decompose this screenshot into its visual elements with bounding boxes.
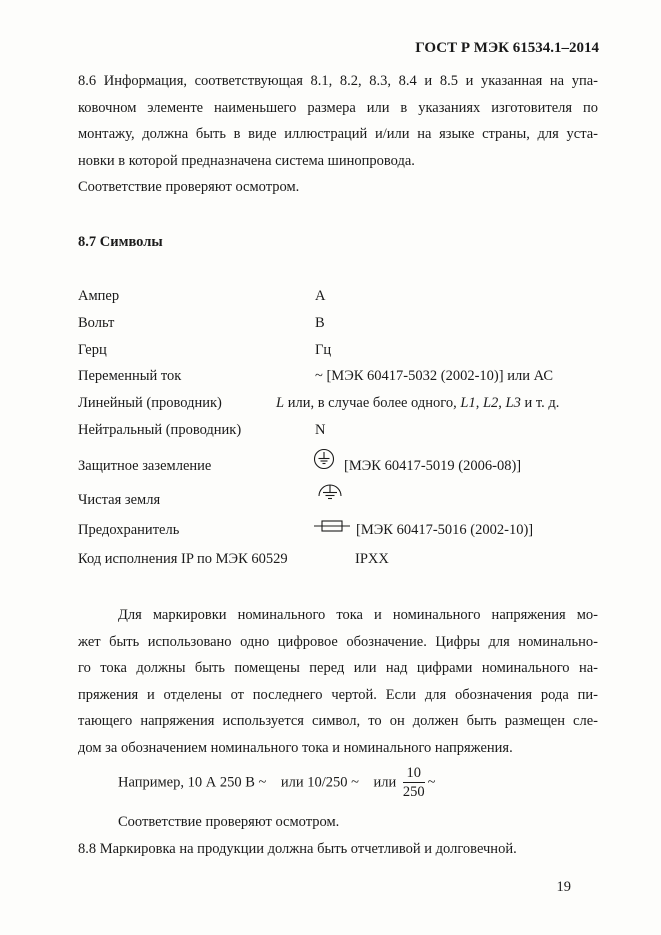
paragraph-line: дом за обозначением номинального тока и номинального напряжения.	[78, 739, 513, 756]
example-suffix: ~	[427, 774, 436, 791]
paragraph-marking	[78, 602, 598, 761]
symbol-name-neutral: Нейтральный (проводник)	[78, 422, 242, 438]
symbol-name-hertz: Герц	[78, 342, 107, 358]
line-symbol-L1: L1	[460, 395, 476, 411]
symbol-value-ampere: А	[315, 288, 326, 304]
line-sep: ,	[498, 395, 506, 411]
paragraph-line: 8.6 Информация, соответствующая 8.1, 8.2, 8.3, 8.4 и 8.5 и указанная на упа-	[78, 73, 598, 89]
line-symbol-L: L	[276, 395, 285, 411]
example-prefix: Например, 10 А 250 В ~ или 10/250 ~ или	[118, 774, 397, 791]
symbol-name-protective-earth: Защитное заземление	[78, 458, 212, 474]
symbol-name-fuse: Предохранитель	[78, 522, 180, 538]
fraction-numerator: 10	[403, 764, 425, 783]
paragraph-line: ковочном элементе наименьшего размера или в указаниях изготовителя по	[78, 99, 598, 116]
symbol-value-neutral: N	[315, 422, 326, 438]
example-line	[118, 764, 435, 801]
paragraph-line: Для маркировки номинального тока и номинального напряжения мо-	[118, 607, 598, 623]
fraction-denominator: 250	[402, 784, 425, 800]
symbol-name-line: Линейный (проводник)	[78, 395, 222, 411]
paragraph-line: новки в которой предназначена система шинопровода.	[78, 152, 415, 169]
paragraph-line: жет быть использовано одно цифровое обозначение. Цифры для номинально-	[78, 633, 598, 650]
symbol-value-volt: В	[315, 315, 325, 331]
symbol-value-ip-code: IPXX	[355, 551, 389, 567]
symbol-name-clean-earth: Чистая земля	[78, 492, 161, 508]
paragraph-8-8: 8.8 Маркировка на продукции должна быть отчетливой и долговечной.	[78, 841, 517, 857]
document-header: ГОСТ Р МЭК 61534.1–2014	[415, 40, 599, 56]
paragraph-8-6	[78, 68, 598, 201]
symbol-value-protective-earth: [МЭК 60417-5019 (2006-08)]	[344, 458, 522, 474]
symbol-name-ampere: Ампер	[78, 288, 120, 304]
symbol-name-ip-code: Код исполнения IP по МЭК 60529	[78, 551, 288, 567]
check-statement: Соответствие проверяют осмотром.	[118, 814, 340, 830]
section-heading-8-7: 8.7 Символы	[78, 234, 163, 250]
symbol-name-ac: Переменный ток	[78, 368, 182, 384]
symbol-value-fuse: [МЭК 60417-5016 (2002-10)]	[356, 522, 534, 538]
symbol-value-line	[276, 395, 559, 412]
line-symbol-L2: L2	[482, 395, 499, 411]
line-text: или, в случае более одного,	[284, 395, 461, 411]
paragraph-line: пряжения и отделены от последнего чертой. Если для обозначения рода пи-	[78, 686, 598, 703]
line-text: и т. д.	[520, 395, 560, 411]
check-statement: Соответствие проверяют осмотром.	[78, 179, 300, 195]
symbol-name-volt: Вольт	[78, 315, 115, 331]
paragraph-line: монтажу, должна быть в виде иллюстраций и/или на языке страны, для уста-	[78, 126, 598, 142]
line-symbol-L3: L3	[505, 395, 521, 411]
symbol-value-ac: ~ [МЭК 60417-5032 (2002-10)] или АС	[315, 368, 554, 384]
protective-earth-icon	[313, 448, 335, 470]
paragraph-line: го тока должны быть помещены перед или над цифрами номинального на-	[78, 660, 598, 676]
example-fraction	[403, 764, 425, 801]
clean-earth-icon	[317, 482, 343, 502]
line-sep: ,	[475, 395, 483, 411]
symbol-value-hertz: Гц	[315, 342, 332, 358]
paragraph-line: тающего напряжения используется символ, то он должен быть размещен сле-	[78, 713, 598, 729]
page-number: 19	[556, 879, 571, 895]
fuse-icon	[313, 518, 351, 534]
